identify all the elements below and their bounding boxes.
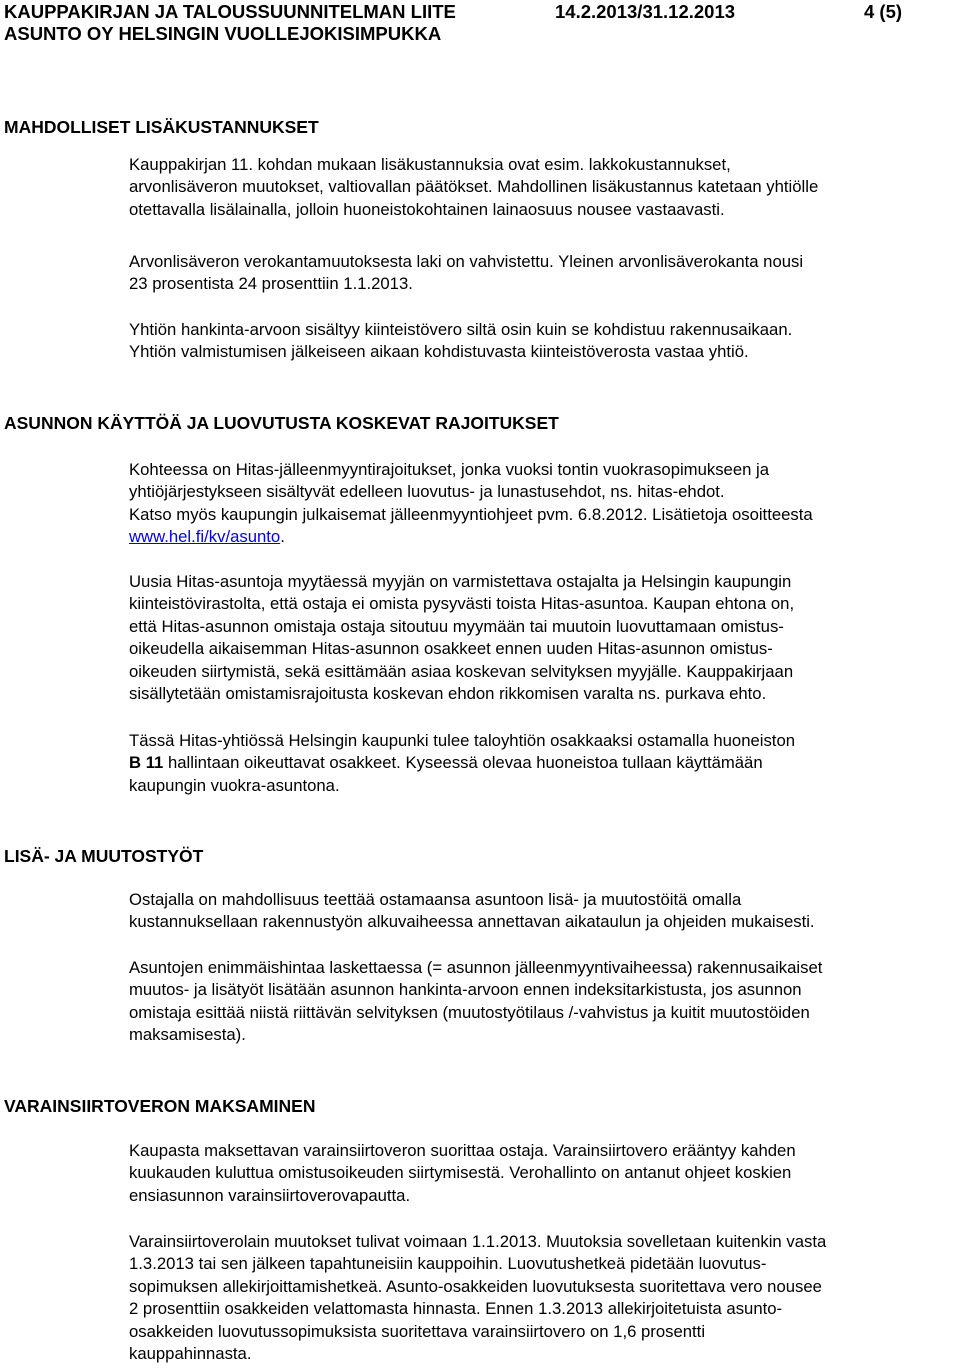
paragraph-transfer-tax-changes (129, 1231, 826, 1365)
text-line: Yhtiön hankinta-arvoon sisältyy kiinteistövero siltä osin kuin se kohdistuu rakennusaikaan. (129, 320, 793, 339)
link-line (129, 526, 813, 548)
paragraph-vat-change (129, 251, 803, 296)
text-line: maksamisesta). (129, 1025, 246, 1045)
section-title-transfer-tax: VARAINSIIRTOVERON MAKSAMINEN (4, 1096, 316, 1116)
text-line: 23 prosentista 24 prosenttiin 1.1.2013. (129, 274, 413, 294)
text-line: Uusia Hitas-asuntoja myytäessä myyjän on varmistettava ostajalta ja Helsingin kaupungin (129, 572, 792, 591)
text-line: kiinteistövirastolta, että ostaja ei omista pysyvästi toista Hitas-asuntoa. Kaupan ehtona on, (129, 594, 795, 614)
text-line: oikeuden siirtymistä, sekä esittämään asiaa koskevan selvityksen myyjälle. Kauppakirjaan (129, 661, 794, 681)
text-line (129, 752, 795, 774)
header-company: ASUNTO OY HELSINGIN VUOLLEJOKISIMPUKKA (4, 23, 442, 44)
section-title-alteration-works: LISÄ- JA MUUTOSTYÖT (4, 846, 204, 866)
text-line: Katso myös kaupungin julkaisemat jälleenmyyntiohjeet pvm. 6.8.2012. Lisätietoja osoitteesta (129, 504, 813, 524)
text-line: Yhtiön valmistumisen jälkeiseen aikaan kohdistuvasta kiinteistöverosta vastaa yhtiö. (129, 342, 749, 362)
header-page-number: 4 (5) (864, 1, 903, 22)
paragraph-transfer-tax-payment (129, 1140, 796, 1207)
text-line: otettavalla lisälainalla, jolloin huoneistokohtainen lainaosuus nousee vastaavasti. (129, 199, 725, 219)
text-line: oikeudella aikaisemman Hitas-asunnon osakkeet ennen uuden Hitas-asunnon omistus- (129, 639, 773, 659)
text-line: Varainsiirtoverolain muutokset tulivat voimaan 1.1.2013. Muutoksia sovelletaan kuitenkin vasta (129, 1232, 827, 1251)
text-line: arvonlisäveron muutokset, valtiovallan päätökset. Mahdollinen lisäkustannus katetaan yhtiölle (129, 177, 819, 197)
paragraph-maximum-price (129, 957, 822, 1047)
paragraph-hitas-sale-conditions (129, 571, 794, 705)
paragraph-additional-costs-1 (129, 154, 818, 221)
paragraph-hitas-restrictions (129, 459, 813, 549)
text-line: Asuntojen enimmäishintaa laskettaessa (= asunnon jälleenmyyntivaiheessa) rakennusaikaiset (129, 958, 823, 977)
link-trailing-period: . (280, 527, 285, 547)
text-line: 1.3.2013 tai sen jälkeen tapahtuneisiin kauppoihin. Luovutushetkeä pidetään luovutus- (129, 1254, 767, 1274)
text-line: sisällytetään omistamisrajoitusta koskevan ehdon rikkomisen varalta ns. purkava ehto. (129, 683, 767, 703)
text-line: 2 prosenttiin osakkeiden velattomasta hinnasta. Ennen 1.3.2013 allekirjoitetuista asunto- (129, 1299, 783, 1319)
text-line: ensiasunnon varainsiirtoverovapautta. (129, 1185, 411, 1205)
paragraph-property-tax (129, 319, 792, 364)
text-line: kustannuksellaan rakennustyön alkuvaiheessa annettavan aikataulun ja ohjeiden mukaisesti. (129, 912, 815, 932)
text-line: Arvonlisäveron verokantamuutoksesta laki on vahvistettu. Yleinen arvonlisäverokanta nousi (129, 252, 804, 271)
paragraph-alteration-option (129, 889, 815, 934)
hitas-info-link[interactable]: www.hel.fi/kv/asunto (129, 527, 281, 547)
text-line: Ostajalla on mahdollisuus teettää ostamaansa asuntoon lisä- ja muutostöitä omalla (129, 890, 742, 909)
text-line: Kauppakirjan 11. kohdan mukaan lisäkustannuksia ovat esim. lakkokustannukset, (129, 155, 731, 174)
apartment-number: B 11 (129, 753, 164, 773)
header-title: KAUPPAKIRJAN JA TALOUSSUUNNITELMAN LIITE (4, 1, 456, 22)
header-dates: 14.2.2013/31.12.2013 (555, 1, 736, 22)
text-line: Kohteessa on Hitas-jälleenmyyntirajoitukset, jonka vuoksi tontin vuokrasopimukseen ja (129, 460, 770, 479)
text-line: Kaupasta maksettavan varainsiirtoveron suorittaa ostaja. Varainsiirtovero erääntyy kahden (129, 1141, 796, 1160)
section-title-additional-costs: MAHDOLLISET LISÄKUSTANNUKSET (4, 117, 319, 137)
text-line: kaupungin vuokra-asuntona. (129, 775, 340, 795)
text-line: Tässä Hitas-yhtiössä Helsingin kaupunki tulee taloyhtiön osakkaaksi ostamalla huoneiston (129, 731, 796, 750)
section-title-usage-restrictions: ASUNNON KÄYTTÖÄ JA LUOVUTUSTA KOSKEVAT RAJOITUKSET (4, 413, 559, 433)
text-line: omistaja esittää niistä riittävän selvityksen (muutostyötilaus /-vahvistus ja kuitit muutostöiden (129, 1002, 810, 1022)
text-line: kauppahinnasta. (129, 1343, 252, 1363)
text-line: muutos- ja lisätyöt lisätään asunnon hankinta-arvoon ennen indeksitarkistusta, jos asunnon (129, 980, 802, 1000)
paragraph-city-ownership (129, 730, 795, 797)
text-line: sopimuksen allekirjoittamishetkeä. Asunto-osakkeiden luovutuksesta suoritettava vero nousee (129, 1276, 822, 1296)
text-line: että Hitas-asunnon omistaja ostaja sitoutuu myymään tai muutoin luovuttamaan omistus- (129, 616, 784, 636)
text-line: osakkeiden luovutussopimuksista suoritettava varainsiirtovero on 1,6 prosentti (129, 1321, 706, 1341)
text-fragment: hallintaan oikeuttavat osakkeet. Kyseessä olevaa huoneistoa tullaan käyttämään (163, 753, 763, 773)
text-line: kuukauden kuluttua omistusoikeuden siirtymisestä. Verohallinto on antanut ohjeet koskien (129, 1163, 792, 1183)
text-line: yhtiöjärjestykseen sisältyvät edelleen luovutus- ja lunastusehdot, ns. hitas-ehdot. (129, 482, 725, 502)
